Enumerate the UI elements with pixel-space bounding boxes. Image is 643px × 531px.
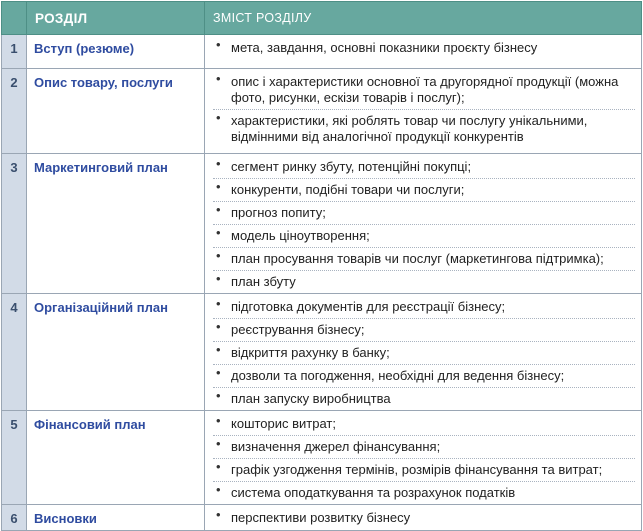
- table-row: [2, 294, 642, 411]
- list-item: • план збуту: [213, 271, 635, 293]
- row-title: Фінансовий план: [27, 411, 205, 505]
- table-row: [2, 69, 642, 154]
- header-number-cell: [2, 2, 27, 35]
- table-row: [2, 411, 642, 505]
- row-number: 6: [2, 505, 27, 531]
- row-number: 1: [2, 35, 27, 69]
- row-content: [205, 154, 642, 294]
- row-number: 2: [2, 69, 27, 154]
- business-plan-table: [1, 1, 642, 531]
- row-content: [205, 294, 642, 411]
- list-item: • прогноз попиту;: [213, 202, 635, 225]
- table-row: [2, 154, 642, 294]
- list-item: • графік узгодження термінів, розмірів фінансування та витрат;: [213, 459, 635, 482]
- list-item: • реєстрування бізнесу;: [213, 319, 635, 342]
- list-item: • конкуренти, подібні товари чи послуги;: [213, 179, 635, 202]
- list-item: • підготовка документів для реєстрації бізнесу;: [213, 294, 635, 319]
- list-item: • мета, завдання, основні показники проєкту бізнесу: [213, 35, 635, 59]
- list-item: • план просування товарів чи послуг (маркетингова підтримка);: [213, 248, 635, 271]
- list-item: • перспективи розвитку бізнесу: [213, 505, 635, 529]
- row-number: 5: [2, 411, 27, 505]
- table-row: [2, 35, 642, 69]
- list-item: • характеристики, які роблять товар чи послугу унікальними, відмінними від аналогічної продукції конкурентів: [213, 110, 635, 148]
- table-body: [2, 35, 642, 531]
- list-item: • система оподаткування та розрахунок податків: [213, 482, 635, 504]
- row-content: [205, 69, 642, 154]
- list-item: • кошторис витрат;: [213, 411, 635, 436]
- row-title: Висновки: [27, 505, 205, 531]
- list-item: • план запуску виробництва: [213, 388, 635, 410]
- row-content: [205, 411, 642, 505]
- row-number: 4: [2, 294, 27, 411]
- list-item: • відкриття рахунку в банку;: [213, 342, 635, 365]
- list-item: • модель ціноутворення;: [213, 225, 635, 248]
- header-content-cell: ЗМІСТ РОЗДІЛУ: [205, 2, 642, 35]
- list-item: • сегмент ринку збуту, потенційні покупці;: [213, 154, 635, 179]
- table-header: [2, 2, 642, 35]
- header-row: [2, 2, 642, 35]
- header-section-cell: РОЗДІЛ: [27, 2, 205, 35]
- row-title: Маркетинговий план: [27, 154, 205, 294]
- row-title: Вступ (резюме): [27, 35, 205, 69]
- list-item: • опис і характеристики основної та другорядної продукції (можна фото, рисунки, ескізи товарів і послуг);: [213, 69, 635, 110]
- row-content: [205, 35, 642, 69]
- row-title: Опис товару, послуги: [27, 69, 205, 154]
- list-item: • визначення джерел фінансування;: [213, 436, 635, 459]
- list-item: • дозволи та погодження, необхідні для ведення бізнесу;: [213, 365, 635, 388]
- row-number: 3: [2, 154, 27, 294]
- row-title: Організаційний план: [27, 294, 205, 411]
